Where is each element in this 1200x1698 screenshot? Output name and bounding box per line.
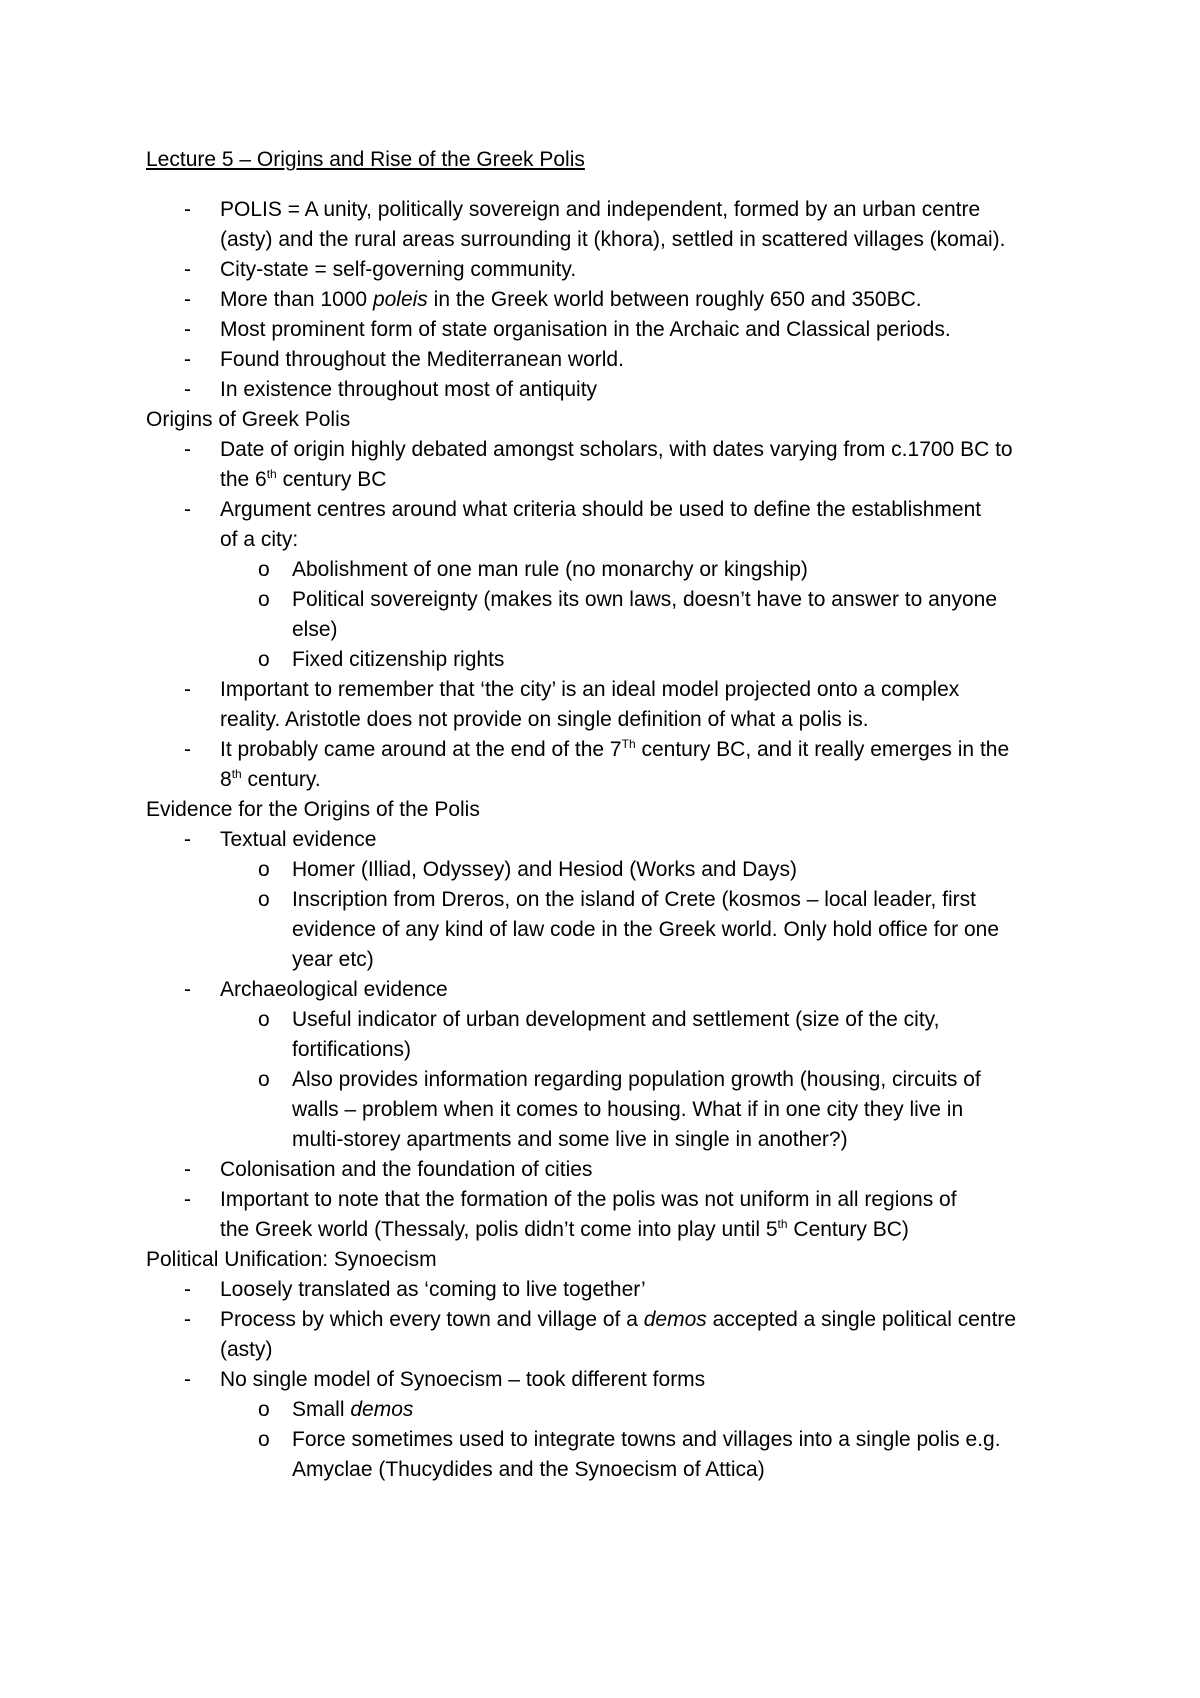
dash-marker: -	[184, 498, 191, 521]
bullet-text: Found throughout the Mediterranean world.	[220, 348, 624, 371]
bullet-text: (asty)	[220, 1338, 273, 1361]
bullet-text: reality. Aristotle does not provide on single definition of what a polis is.	[220, 708, 869, 731]
bullet-text: It probably came around at the end of the 7Th century BC, and it really emerges in the	[220, 737, 1010, 761]
sub-bullet-text: else)	[292, 618, 338, 641]
sub-bullet-text: Homer (Illiad, Odyssey) and Hesiod (Works and Days)	[292, 858, 797, 881]
section-heading: Political Unification: Synoecism	[146, 1248, 437, 1271]
bullet-text: Important to remember that ‘the city’ is an ideal model projected onto a complex	[220, 678, 960, 701]
dash-marker: -	[184, 1188, 191, 1211]
bullet-text: the 6th century BC	[220, 467, 387, 491]
sub-bullet-text: fortifications)	[292, 1038, 412, 1061]
sub-bullet-text: Force sometimes used to integrate towns and villages into a single polis e.g.	[292, 1428, 1001, 1451]
dash-marker: -	[184, 978, 191, 1001]
dash-marker: -	[184, 678, 191, 701]
bullet-text: Loosely translated as ‘coming to live together’	[220, 1278, 646, 1301]
bullet-text: 8th century.	[220, 767, 321, 791]
sub-bullet-marker: o	[258, 588, 270, 611]
sub-bullet-marker: o	[258, 648, 270, 671]
sub-bullet-marker: o	[258, 1068, 270, 1091]
sub-bullet-marker: o	[258, 558, 270, 581]
sub-bullet-text: Abolishment of one man rule (no monarchy or kingship)	[292, 558, 808, 581]
sub-bullet-text: evidence of any kind of law code in the Greek world. Only hold office for one	[292, 918, 1000, 941]
sub-bullet-marker: o	[258, 1428, 270, 1451]
dash-marker: -	[184, 1158, 191, 1181]
dash-marker: -	[184, 1308, 191, 1331]
bullet-text: Colonisation and the foundation of cities	[220, 1158, 593, 1181]
dash-marker: -	[184, 438, 191, 461]
dash-marker: -	[184, 318, 191, 341]
bullet-text: Textual evidence	[220, 828, 377, 851]
dash-marker: -	[184, 258, 191, 281]
sub-bullet-text: Amyclae (Thucydides and the Synoecism of Attica)	[292, 1458, 765, 1481]
dash-marker: -	[184, 378, 191, 401]
dash-marker: -	[184, 738, 191, 761]
bullet-text: In existence throughout most of antiquity	[220, 378, 598, 401]
bullet-text: (asty) and the rural areas surrounding it (khora), settled in scattered villages (komai).	[220, 228, 1006, 251]
sub-bullet-text: Inscription from Dreros, on the island of Crete (kosmos – local leader, first	[292, 888, 976, 911]
sub-bullet-marker: o	[258, 1398, 270, 1421]
bullet-text: of a city:	[220, 528, 299, 551]
bullet-text: City-state = self-governing community.	[220, 258, 577, 281]
bullet-text: Most prominent form of state organisation in the Archaic and Classical periods.	[220, 318, 951, 341]
dash-marker: -	[184, 828, 191, 851]
page-title: Lecture 5 – Origins and Rise of the Greek Polis	[146, 148, 585, 171]
dash-marker: -	[184, 348, 191, 371]
bullet-text: More than 1000 poleis in the Greek world between roughly 650 and 350BC.	[220, 288, 922, 311]
bullet-text: Argument centres around what criteria should be used to define the establishment	[220, 498, 982, 521]
sub-bullet-text: walls – problem when it comes to housing. What if in one city they live in	[292, 1098, 964, 1121]
sub-bullet-text: Fixed citizenship rights	[292, 648, 505, 671]
section-heading: Evidence for the Origins of the Polis	[146, 798, 480, 821]
sub-bullet-text: year etc)	[292, 948, 374, 971]
sub-bullet-text: Small demos	[292, 1398, 414, 1421]
bullet-text: No single model of Synoecism – took different forms	[220, 1368, 706, 1391]
bullet-text: POLIS = A unity, politically sovereign and independent, formed by an urban centre	[220, 198, 981, 221]
sub-bullet-marker: o	[258, 888, 270, 911]
bullet-text: Important to note that the formation of the polis was not uniform in all regions of	[220, 1188, 957, 1211]
sub-bullet-text: multi-storey apartments and some live in single in another?)	[292, 1128, 848, 1151]
sub-bullet-marker: o	[258, 858, 270, 881]
sub-bullet-text: Political sovereignty (makes its own laws, doesn’t have to answer to anyone	[292, 588, 998, 611]
dash-marker: -	[184, 1368, 191, 1391]
dash-marker: -	[184, 1278, 191, 1301]
bullet-text: Date of origin highly debated amongst scholars, with dates varying from c.1700 BC to	[220, 438, 1013, 461]
sub-bullet-text: Useful indicator of urban development and settlement (size of the city,	[292, 1008, 940, 1031]
bullet-text: Archaeological evidence	[220, 978, 448, 1001]
sub-bullet-text: Also provides information regarding population growth (housing, circuits of	[292, 1068, 981, 1091]
sub-bullet-marker: o	[258, 1008, 270, 1031]
bullet-text: the Greek world (Thessaly, polis didn’t come into play until 5th Century BC)	[220, 1217, 909, 1241]
section-heading: Origins of Greek Polis	[146, 408, 351, 431]
bullet-text: Process by which every town and village of a demos accepted a single political centre	[220, 1308, 1017, 1331]
dash-marker: -	[184, 288, 191, 311]
dash-marker: -	[184, 198, 191, 221]
